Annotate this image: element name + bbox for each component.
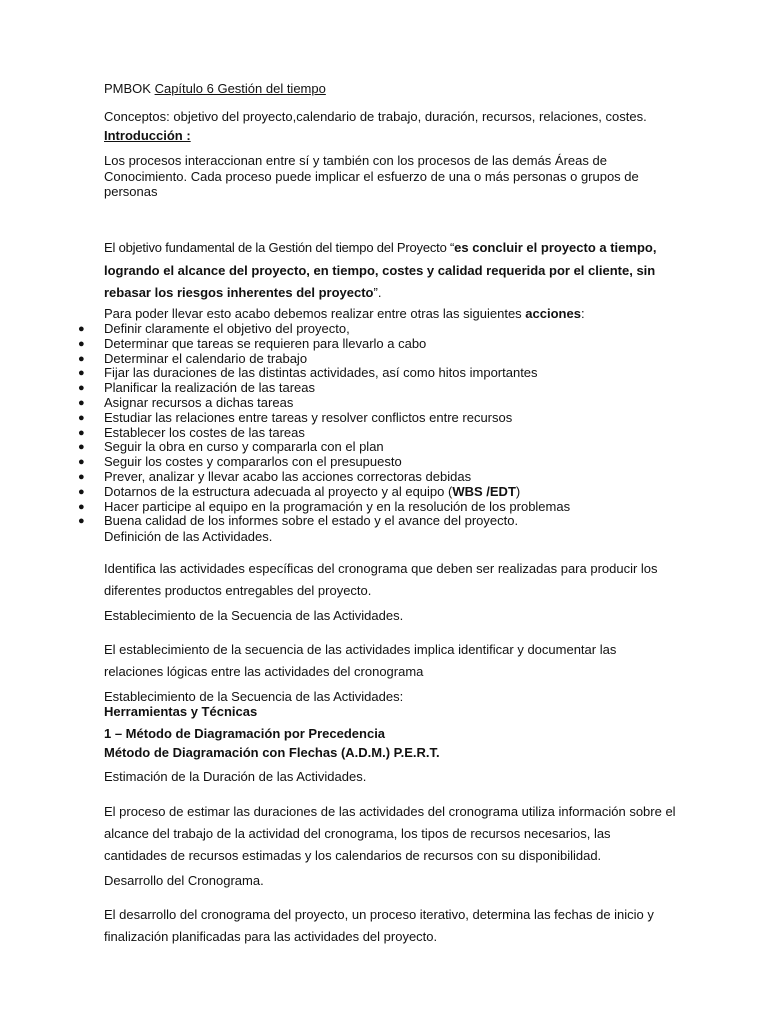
list-item: ● Seguir la obra en curso y compararla con el plan [78,439,384,455]
bullet-icon: ● [78,426,85,439]
objetivo-line-1 [104,240,656,255]
definicion-line-1: Identifica las actividades específicas del cronograma que deben ser realizadas para producir los [104,561,658,576]
conceptos-line: Conceptos: objetivo del proyecto,calendario de trabajo, duración, recursos, relaciones, costes. [104,109,647,124]
tool-1: 1 – Método de Diagramación por Precedencia [104,726,386,741]
list-item: ● Establecer los costes de las tareas [78,424,305,440]
list-item: ● Seguir los costes y compararlos con el presupuesto [78,454,402,470]
bullet-icon: ● [78,323,85,335]
list-item: ● Determinar que tareas se requieren para llevarlo a cabo [78,335,427,351]
acciones-list [0,322,570,529]
desarrollo-line-2: finalización planificadas para las actividades del proyecto. [104,929,438,944]
estimacion-line-2: alcance del trabajo de la actividad del cronograma, los tipos de recursos necesarios, las [104,826,611,841]
estimacion-line-1: El proceso de estimar las duraciones de las actividades del cronograma utiliza información sobre el [104,804,676,819]
objetivo-bold-3: rebasar los riesgos inherentes del proyecto [104,285,374,300]
bullet-icon: ● [78,367,85,380]
desarrollo-line-1: El desarrollo del cronograma del proyecto, un proceso iterativo, determina las fechas de inicio y [104,907,654,922]
list-item: ● Hacer participe al equipo en la programación y en la resolución de los problemas [78,498,571,514]
desarrollo-title: Desarrollo del Cronograma. [104,873,264,888]
bullet-icon: ● [78,382,85,395]
intro-line-1: Los procesos interaccionan entre sí y también con los procesos de las demás Áreas de [104,153,607,168]
list-item: ● Buena calidad de los informes sobre el estado y el avance del proyecto. [78,513,519,529]
list-item: ● Asignar recursos a dichas tareas [78,394,294,410]
list-item: ● Planificar la realización de las tareas [78,380,315,396]
estimacion-line-3: cantidades de recursos estimadas y los calendarios de recursos con su disponibilidad. [104,848,602,863]
secuencia-title: Establecimiento de la Secuencia de las Actividades. [104,608,404,623]
secuencia-line-1: El establecimiento de la secuencia de las actividades implica identificar y documentar las [104,642,617,657]
bullet-icon: ● [78,470,85,483]
list-item: ● Fijar las duraciones de las distintas actividades, así como hitos importantes [78,365,538,381]
list-item-wbs: ● Dotarnos de la estructura adecuada al proyecto y al equipo (WBS /EDT) [78,483,521,499]
estimacion-title: Estimación de la Duración de las Actividades. [104,769,367,784]
bullet-icon: ● [78,352,85,365]
document-header [104,81,326,96]
definicion-title: Definición de las Actividades. [104,529,273,544]
objetivo-line-3 [104,285,381,300]
intro-line-2: Conocimiento. Cada proceso puede implicar el esfuerzo de una o más personas o grupos de [104,169,639,184]
chapter-title: Capítulo 6 Gestión del tiempo [154,81,326,96]
secuencia-title-2: Establecimiento de la Secuencia de las Actividades: [104,689,404,704]
bullet-icon: ● [78,456,85,469]
tool-2: Método de Diagramación con Flechas (A.D.M.) P.E.R.T. [104,745,440,760]
objetivo-line-2: logrando el alcance del proyecto, en tiempo, costes y calidad requerida por el cliente, sin [104,263,656,278]
list-item: ● Determinar el calendario de trabajo [78,350,308,366]
objetivo-tail: ”. [373,285,382,300]
intro-heading: Introducción : [104,128,191,143]
bullet-icon: ● [78,396,85,409]
acciones-bold: acciones [525,306,581,321]
objetivo-lead: El objetivo fundamental de la Gestión del tiempo del Proyecto “ [104,240,455,255]
bullet-icon: ● [78,337,85,350]
bullet-icon: ● [78,441,85,454]
bullet-icon: ● [78,411,85,424]
bullet-icon: ● [78,500,85,513]
definicion-line-2: diferentes productos entregables del proyecto. [104,583,372,598]
list-item: ● Estudiar las relaciones entre tareas y resolver conflictos entre recursos [78,409,513,425]
intro-line-3: personas [104,184,158,199]
secuencia-line-2: relaciones lógicas entre las actividades del cronograma [104,664,424,679]
objetivo-bold-1: es concluir el proyecto a tiempo, [454,240,657,255]
list-item: ● Definir claramente el objetivo del proyecto, [78,321,350,336]
bullet-icon: ● [78,515,85,528]
acciones-lead: Para poder llevar esto acabo debemos realizar entre otras las siguientes [104,306,526,321]
list-item: ● Prever, analizar y llevar acabo las acciones correctoras debidas [78,468,472,484]
bullet-icon: ● [78,485,85,498]
header-prefix: PMBOK [104,81,155,96]
tools-heading: Herramientas y Técnicas [104,704,258,719]
acciones-line [104,306,585,321]
acciones-tail: : [580,306,585,321]
